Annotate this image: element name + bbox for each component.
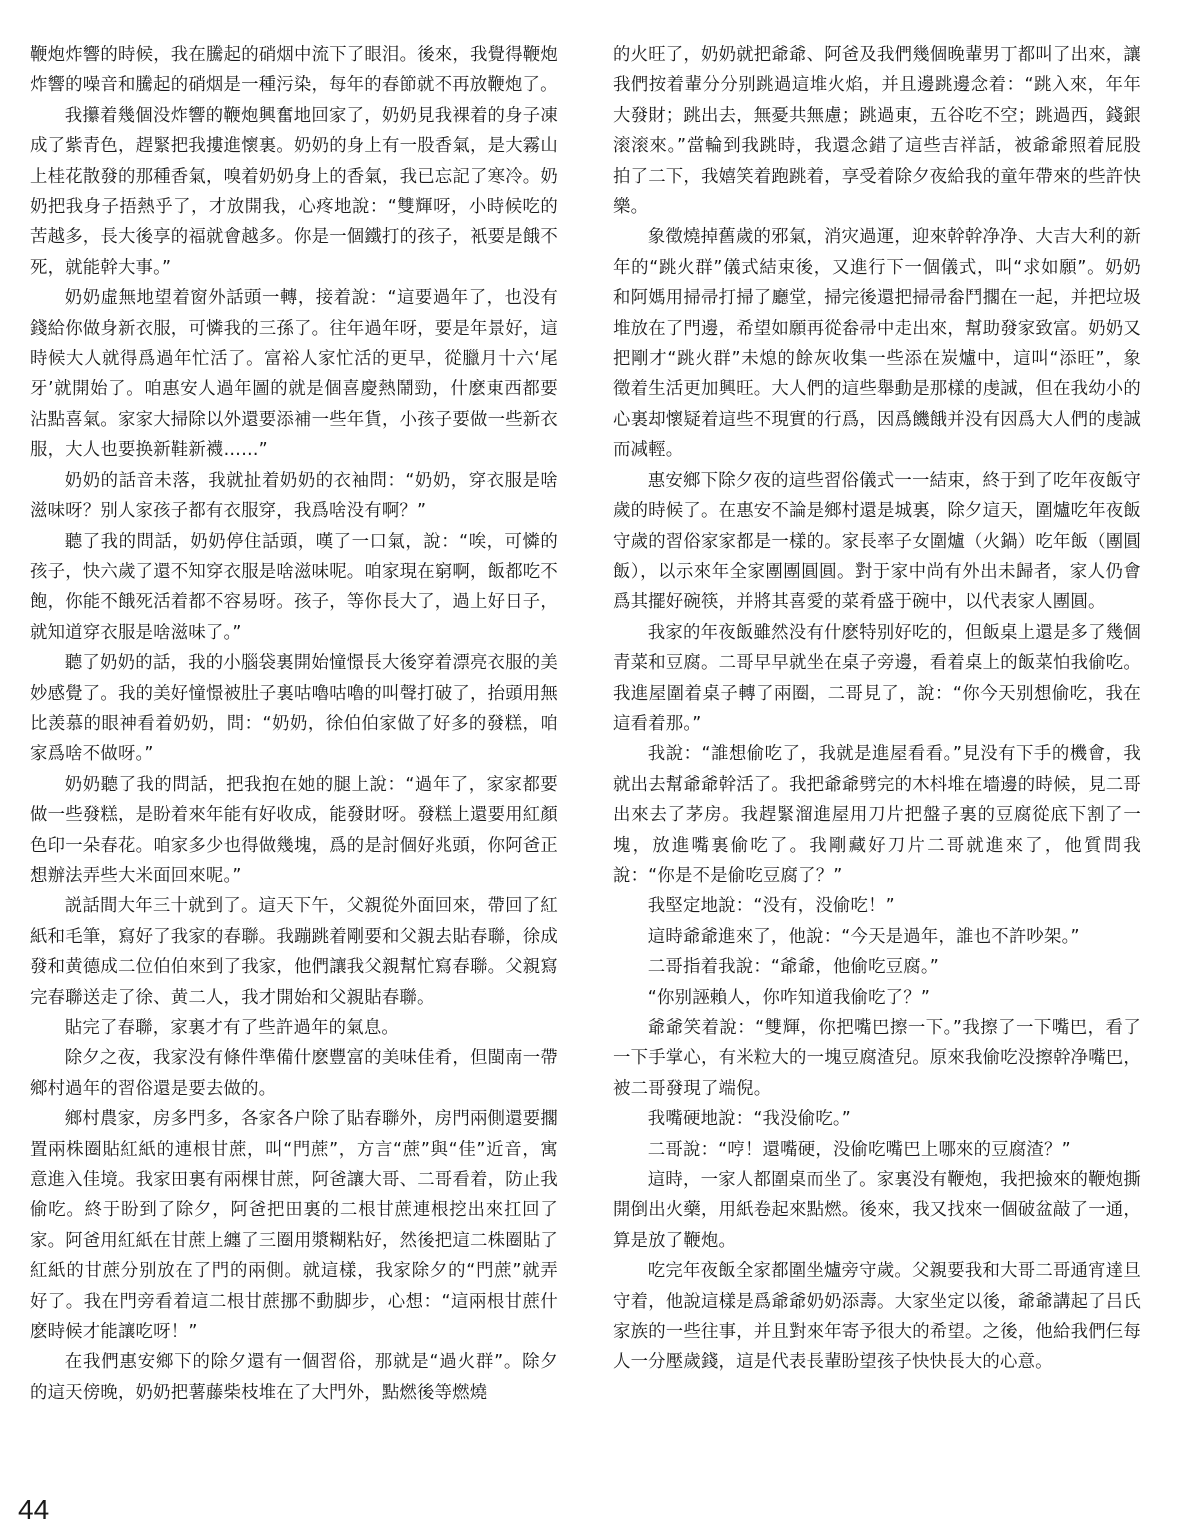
- paragraph: “你别誣賴人，你咋知道我偷吃了？”: [647, 987, 931, 1008]
- paragraph: 二哥指着我說：“爺爺，他偷吃豆腐。”: [647, 957, 939, 978]
- right-text-column: [613, 40, 1141, 1378]
- paragraph: 除夕之夜，我家没有條件準備什麽豐富的美味佳肴，但閩南一帶鄉村過年的習俗還是要去做的。: [30, 1048, 558, 1099]
- paragraph: 的火旺了，奶奶就把爺爺、阿爸及我們幾個晚輩男丁都叫了出來，讓我們按着輩分分别跳過這堆火焰，并且邊跳邊念着：“跳入來，年年大發財；跳出去，無憂共無慮；跳過東，五谷吃不空；跳過西，錢銀滚滚來。”當輪到我跳時，我還念錯了這些吉祥話，被爺爺照着屁股拍了二下，我嬉笑着跑跳着，享受着除夕夜給我的童年帶來的些許快樂。: [613, 45, 1141, 218]
- left-text-column: [30, 40, 558, 1408]
- paragraph: 鄉村農家，房多門多，各家各户除了貼春聯外，房門兩側還要擱置兩株圈貼紅紙的連根甘蔗，叫“門蔗”，方言“蔗”與“佳”近音，寓意進入佳境。我家田裏有兩棵甘蔗，阿爸讓大哥、二哥看着，防止我偷吃。終于盼到了除夕，阿爸把田裏的二根甘蔗連根挖出來扛回了家。阿爸用紅紙在甘蔗上纏了三圈用漿糊粘好，然後把這二株圈貼了紅紙的甘蔗分别放在了門的兩側。就這樣，我家除夕的“門蔗”就弄好了。我在門旁看着這二根甘蔗挪不動脚步，心想：“這兩根甘蔗什麽時候才能讓吃呀！”: [30, 1109, 558, 1343]
- paragraph: 鞭炮炸響的時候，我在騰起的硝烟中流下了眼泪。後來，我覺得鞭炮炸響的噪音和騰起的硝烟是一種污染，每年的春節就不再放鞭炮了。: [30, 45, 558, 96]
- paragraph: 我說：“誰想偷吃了，我就是進屋看看。”見没有下手的機會，我就出去幫爺爺幹活了。我把爺爺劈完的木枓堆在墻邊的時候，見二哥出來去了茅房。我趕緊溜進屋用刀片把盤子裏的豆腐從底下割了一塊，放進嘴裏偷吃了。我剛藏好刀片二哥就進來了，他質問我說：“你是不是偷吃豆腐了？”: [613, 744, 1141, 886]
- paragraph: 説話間大年三十就到了。這天下午，父親從外面回來，帶回了紅紙和毛筆，寫好了我家的春聯。我蹦跳着剛要和父親去貼春聯，徐成發和黄德成二位伯伯來到了我家，他們讓我父親幫忙寫春聯。父親寫完春聯送走了徐、黄二人，我才開始和父親貼春聯。: [30, 896, 558, 1008]
- paragraph: 這時爺爺進來了，他說：“今天是過年，誰也不許吵架。”: [647, 926, 1080, 947]
- paragraph: 我攥着幾個没炸響的鞭炮興奮地回家了，奶奶見我裸着的身子凍成了紫青色，趕緊把我摟進懷裏。奶奶的身上有一股香氣，是大霧山上桂花散發的那種香氣，嗅着奶奶身上的香氣，我已忘記了寒冷。奶奶把我身子捂熱乎了，才放開我，心疼地說：“雙輝呀，小時候吃的苦越多，長大後享的福就會越多。你是一個鐵打的孩子，衹要是餓不死，就能幹大事。”: [30, 105, 558, 278]
- paragraph: 爺爺笑着說：“雙輝，你把嘴巴擦一下。”我擦了一下嘴巴，看了一下手掌心，有米粒大的一塊豆腐渣兒。原來我偷吃没擦幹净嘴巴，被二哥發現了端倪。: [613, 1018, 1141, 1099]
- paragraph: 我嘴硬地說：“我没偷吃。”: [647, 1109, 852, 1130]
- paragraph: 奶奶的話音未落，我就扯着奶奶的衣袖問：“奶奶，穿衣服是啥滋味呀？别人家孩子都有衣服穿，我爲啥没有啊？”: [30, 470, 558, 522]
- paragraph: 聽了奶奶的話，我的小腦袋裏開始憧憬長大後穿着漂亮衣服的美妙感覺了。我的美好憧憬被肚子裏咕嚕咕嚕的叫聲打破了，抬頭用無比羡慕的眼神看着奶奶，問：“奶奶，徐伯伯家做了好多的發糕，咱家爲啥不做呀。”: [30, 653, 558, 765]
- paragraph: 二哥說：“哼！還嘴硬，没偷吃嘴巴上哪來的豆腐渣？”: [647, 1139, 1071, 1160]
- paragraph: 惠安鄉下除夕夜的這些習俗儀式一一結束，終于到了吃年夜飯守歲的時候了。在惠安不論是鄉村還是城裏，除夕這天，圍爐吃年夜飯守歲的習俗家家都是一樣的。家長率子女圍爐（火鍋）吃年飯（團圓飯），以示來年全家團團圓圓。對于家中尚有外出未歸者，家人仍會爲其擺好碗筷，并將其喜愛的菜肴盛于碗中，以代表家人團圓。: [613, 470, 1141, 613]
- paragraph: 象徵燒掉舊歲的邪氣，消灾過運，迎來幹幹净净、大吉大利的新年的“跳火群”儀式結束後，又進行下一個儀式，叫“求如願”。奶奶和阿媽用掃帚打掃了廳堂，掃完後還把掃帚畚鬥擱在一起，并把垃圾堆放在了門邊，希望如願再從畚帚中走出來，幫助發家致富。奶奶又把剛才“跳火群”未熄的餘灰收集一些添在炭爐中，這叫“添旺”，象徵着生活更加興旺。大人們的這些舉動是那樣的虔誠，但在我幼小的心裏却懷疑着這些不現實的行爲，因爲饑餓并没有因爲大人們的虔誠而减輕。: [613, 227, 1141, 461]
- paragraph: 我家的年夜飯雖然没有什麽特别好吃的，但飯桌上還是多了幾個青菜和豆腐。二哥早早就坐在桌子旁邊，看着桌上的飯菜怕我偷吃。我進屋圍着桌子轉了兩圈，二哥見了，說：“你今天别想偷吃，我在這看着那。”: [613, 622, 1141, 734]
- paragraph: 我堅定地說：“没有，没偷吃！”: [647, 896, 895, 917]
- paragraph: 吃完年夜飯全家都圍坐爐旁守歲。父親要我和大哥二哥通宵達旦守着，他說這樣是爲爺爺奶奶添壽。大家坐定以後，爺爺講起了吕氏家族的一些往事，并且對來年寄予很大的希望。之後，他給我們仨每人一分壓歲錢，這是代表長輩盼望孩子快快長大的心意。: [613, 1261, 1141, 1373]
- page-number: 44: [18, 1494, 50, 1525]
- paragraph: 這時，一家人都圍桌而坐了。家裏没有鞭炮，我把撿來的鞭炮撕開倒出火藥，用紙卷起來點燃。後來，我又找來一個破盆敲了一通，算是放了鞭炮。: [613, 1170, 1141, 1251]
- paragraph: 在我們惠安鄉下的除夕還有一個習俗，那就是“過火群”。除夕的這天傍晚，奶奶把薯藤柴枝堆在了大門外，點燃後等燃燒: [30, 1352, 558, 1403]
- paragraph: 奶奶聽了我的問話，把我抱在她的腿上說：“過年了，家家都要做一些發糕，是盼着來年能有好收成，能發財呀。發糕上還要用紅顏色印一朵春花。咱家多少也得做幾塊，爲的是討個好兆頭，你阿爸正想辦法弄些大米面回來呢。”: [30, 774, 558, 886]
- paragraph: 聽了我的問話，奶奶停住話頭，嘆了一口氣，說：“唉，可憐的孩子，快六歲了還不知穿衣服是啥滋味呢。咱家現在窮啊，飯都吃不飽，你能不餓死活着都不容易呀。孩子，等你長大了，過上好日子，就知道穿衣服是啥滋味了。”: [30, 531, 558, 643]
- paragraph: 貼完了春聯，家裏才有了些許過年的氣息。: [64, 1018, 400, 1038]
- paragraph: 奶奶虛無地望着窗外話頭一轉，接着說：“這要過年了，也没有錢給你做身新衣服，可憐我的三孫了。往年過年呀，要是年景好，這時候大人就得爲過年忙活了。富裕人家忙活的更早，從臘月十六‘尾牙’就開始了。咱惠安人過年圖的就是個喜慶熱鬧勁，什麽東西都要沾點喜氣。家家大掃除以外還要添補一些年貨，小孩子要做一些新衣服，大人也要换新鞋新襪……”: [30, 288, 558, 461]
